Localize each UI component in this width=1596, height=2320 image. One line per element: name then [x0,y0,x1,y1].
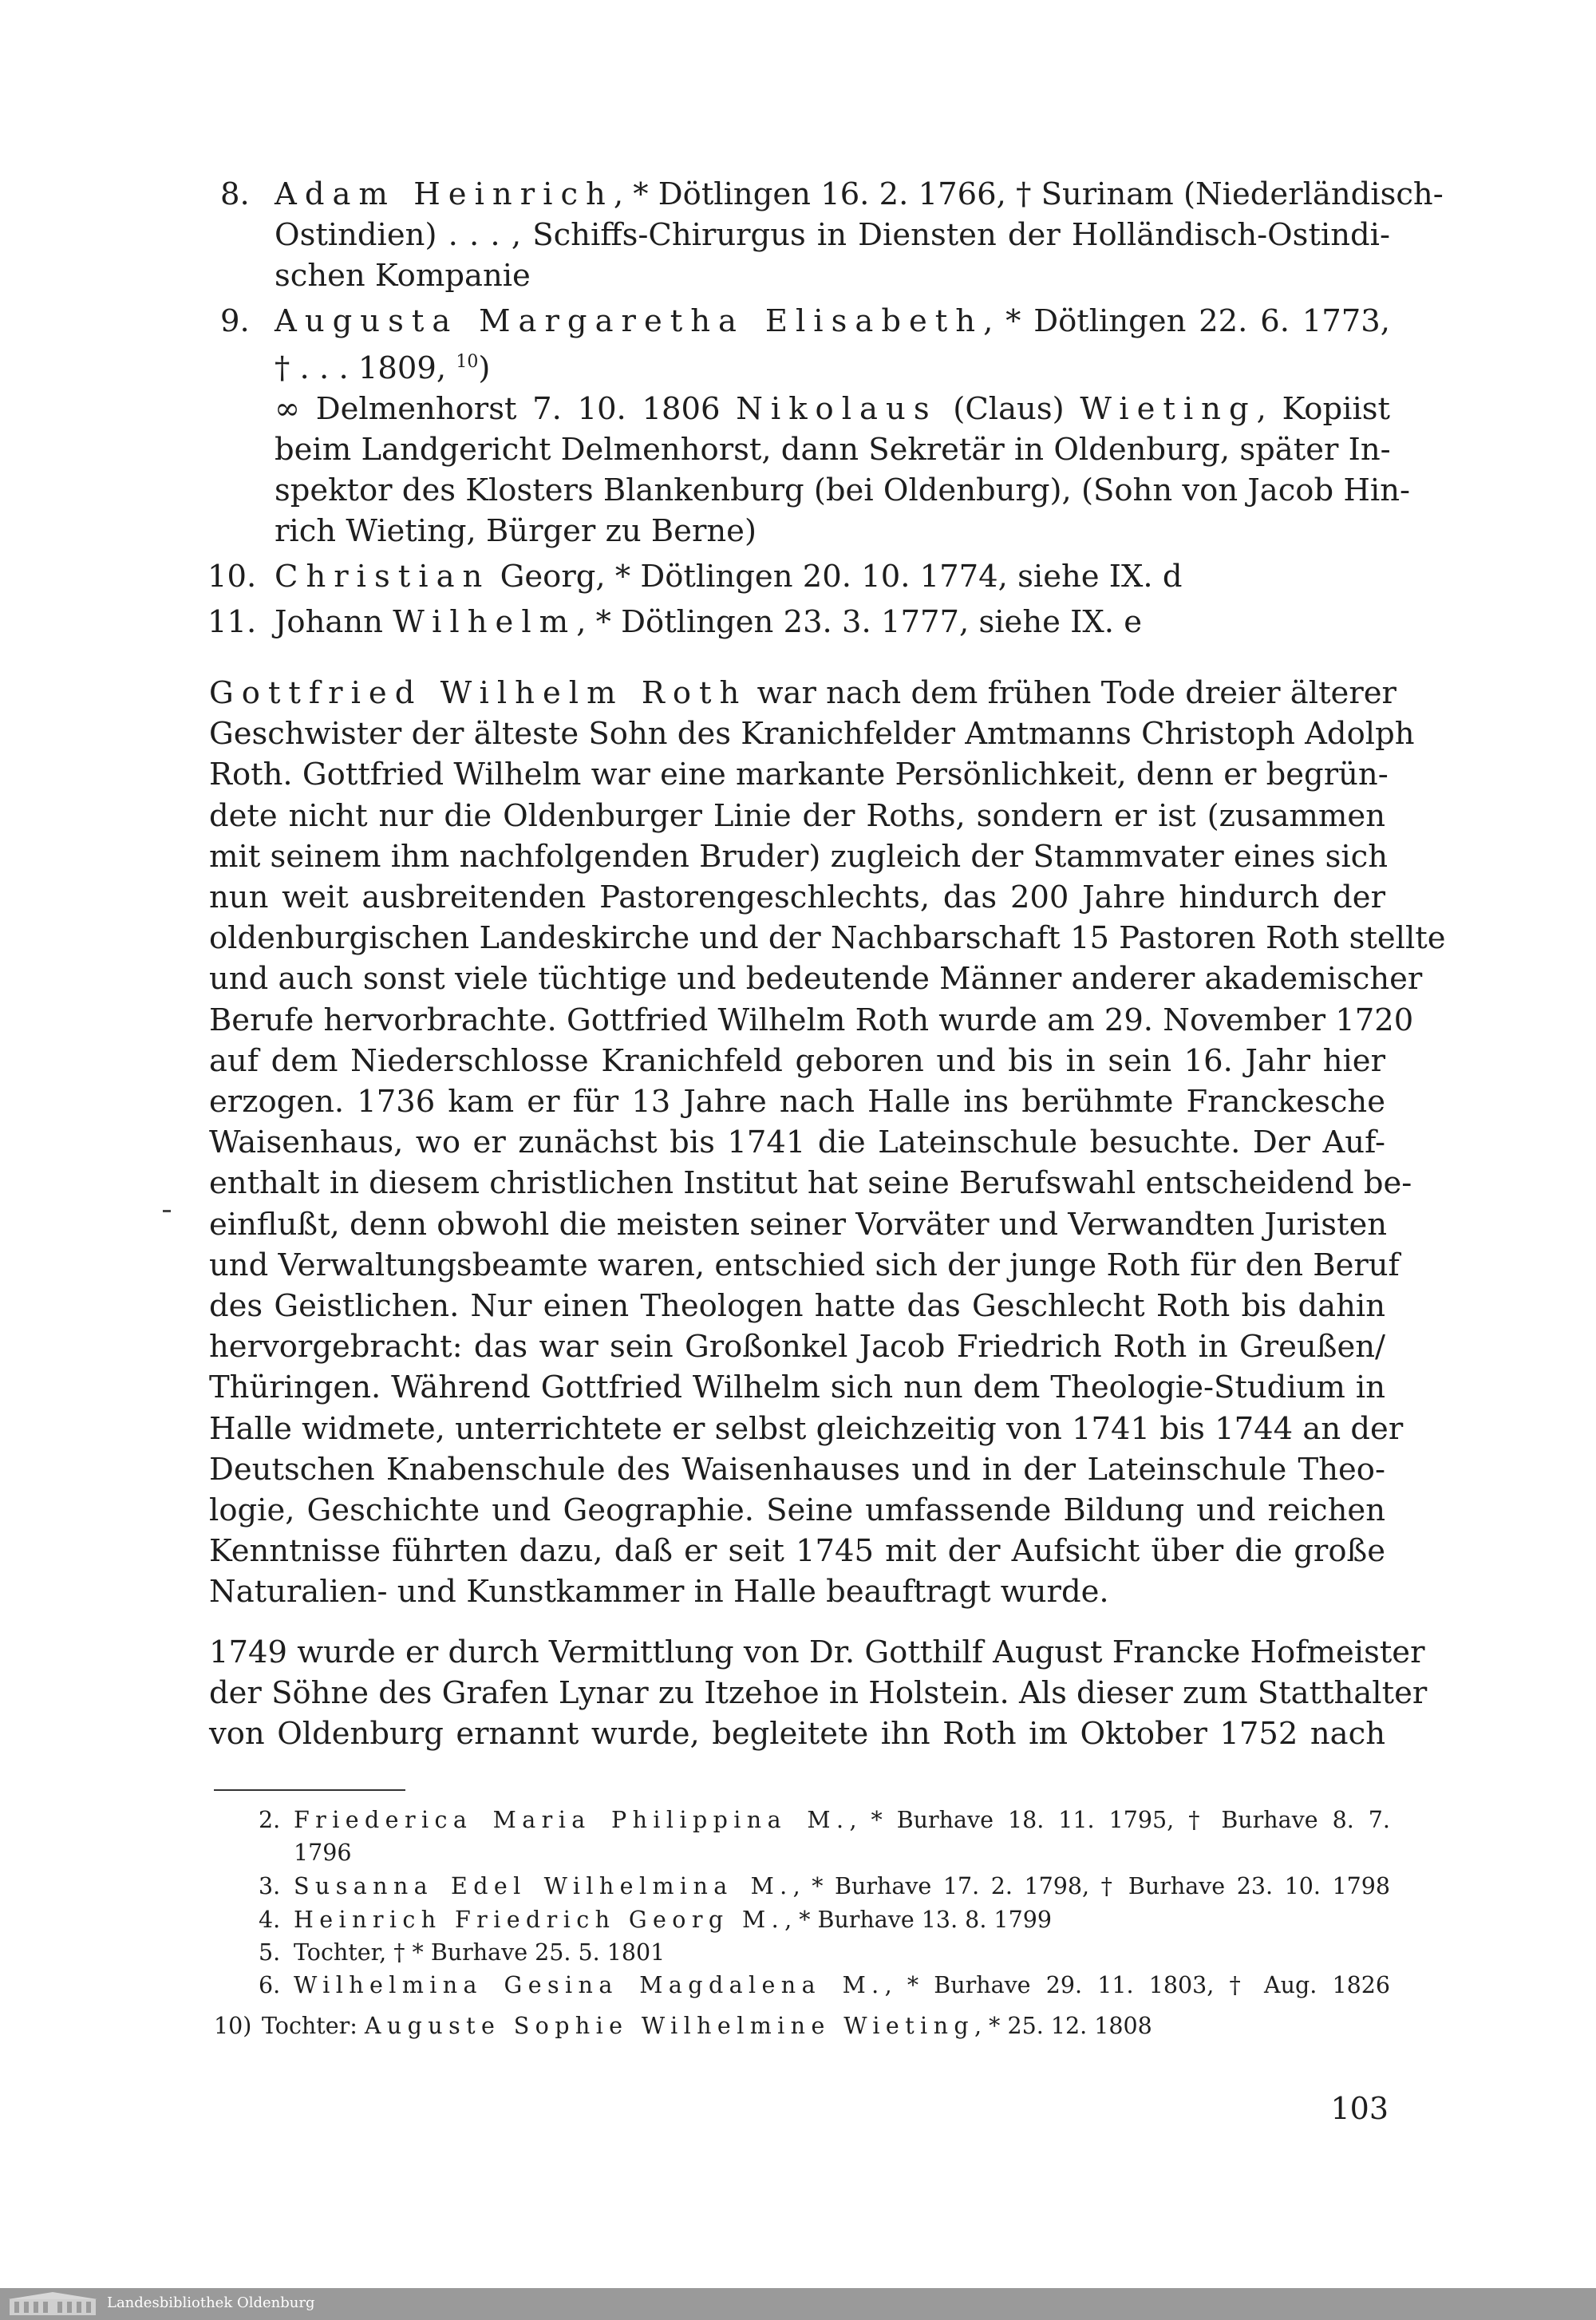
entry-text: , Kopiist [1256,390,1390,427]
footnote-text: Tochter, † * Burhave 25. 5. 1801 [294,1939,666,1966]
paragraph-line: Waisenhaus, wo er zunächst bis 1741 die Lateinschule besuchte. Der Auf- [209,1124,1385,1161]
entry-11 [207,602,1390,642]
entry-line [275,301,1390,342]
footnote-divider [214,1789,405,1791]
paragraph-line: und Verwaltungsbeamte waren, entschied sich der junge Roth für den Beruf [209,1247,1400,1283]
entry-line [275,602,1390,642]
person-name: Wilhelmina Gesina Magdalena M. [294,1972,885,1998]
person-name: Auguste Sophie Wilhelmine Wieting [364,2013,975,2039]
entry-number: 8. [220,176,250,212]
paragraph-line: mit seinem ihm nachfolgenden Bruder) zugleich der Stammvater eines sich [209,838,1389,875]
entry-line: rich Wieting, Bürger zu Berne) [275,512,757,549]
entry-line: spektor des Klosters Blankenburg (bei Oldenburg), (Sohn von Jacob Hin- [275,472,1411,508]
person-name: Gottfried Wilhelm Roth [209,675,748,711]
footnote-number: 2. [259,1807,281,1833]
paragraph-line: und auch sonst viele tüchtige und bedeutende Männer anderer akademischer [209,961,1423,998]
paragraph-line: enthalt in diesem christlichen Institut hat seine Berufswahl entscheidend be- [209,1165,1412,1202]
footnote-number: 4. [259,1907,281,1933]
entry-number: 11. [207,603,257,640]
paragraph-line: logie, Geschichte und Geographie. Seine umfassende Bildung und reichen [209,1492,1385,1529]
entry-line [275,342,1390,389]
paragraph-line: 1749 wurde er durch Vermittlung von Dr. Gotthilf August Francke Hofmeister [209,1634,1425,1670]
person-name: Friederica Maria Philippina M. [294,1807,850,1833]
entry-text: (Claus) [937,390,1080,427]
footnote-ref: 10 [456,352,479,372]
paragraph-line: hervorgebracht: das war sein Großonkel Jacob Friedrich Roth in Greußen/ [209,1329,1385,1366]
paragraph-line: der Söhne des Grafen Lynar zu Itzehoe in Holstein. Als dieser zum Statthalter [209,1675,1428,1712]
genealogy-entries [207,174,1444,647]
entry-text: ) [478,350,491,386]
footnote-number: 5. [259,1939,281,1966]
paragraph-line: Berufe hervorbrachte. Gottfried Wilhelm Roth wurde am 29. November 1720 [209,1002,1414,1038]
entry-number: 9. [220,303,250,339]
person-name: Nikolaus [736,390,938,427]
entry-text: Georg, * Dötlingen 20. 10. 1774, siehe IX. d [490,558,1183,595]
paragraph-line: Kenntnisse führten dazu, daß er seit 1745 mit der Aufsicht über die große [209,1533,1385,1570]
paragraph-line: des Geistlichen. Nur einen Theologen hatte das Geschlecht Roth bis dahin [209,1288,1385,1325]
paragraph-line: Roth. Gottfried Wilhelm war eine markante Persönlichkeit, denn er begrün- [209,757,1389,793]
person-name: Heinrich Friedrich Georg M. [294,1907,785,1933]
footnote-rest: , * Burhave 13. 8. 1799 [784,1907,1052,1933]
person-name: Wieting [1080,390,1257,427]
paragraph-line: Naturalien- und Kunstkammer in Halle beauftragt wurde. [209,1574,1109,1611]
paragraph-text: war nach dem frühen Tode dreier älterer [747,675,1396,711]
footnote-rest: , * Burhave 18. 11. 1795, † Burhave 8. 7. [849,1807,1390,1833]
body-paragraph-1 [209,673,1446,1613]
paragraph-line: von Oldenburg ernannt wurde, begleitete ihn Roth im Oktober 1752 nach [209,1716,1385,1753]
paragraph-line: Thüringen. Während Gottfried Wilhelm sich nun dem Theologie-Studium in [209,1369,1385,1406]
entry-line [275,389,1390,429]
library-building-icon [5,2290,101,2318]
entry-line: schen Kompanie [275,258,531,294]
paragraph-line: Geschwister der älteste Sohn des Kranichfelder Amtmanns Christoph Adolph [209,716,1415,753]
footnote-text [294,1970,1390,2001]
footnote-pre: Tochter: [262,2013,365,2039]
entry-line: Ostindien) . . . , Schiffs-Chirurgus in Diensten der Holländisch-Ostindi- [275,217,1390,253]
entry-line [275,174,1444,215]
paragraph-line: Deutschen Knabenschule des Waisenhauses und in der Lateinschule Theo- [209,1451,1385,1488]
paragraph-line: Halle widmete, unterrichtete er selbst gleichzeitig von 1741 bis 1744 an der [209,1410,1404,1447]
margin-mark [163,1210,171,1212]
footnote-rest: , * Burhave 29. 11. 1803, † Aug. 1826 [884,1972,1391,1998]
footnote-number: 10) [214,2013,252,2039]
entry-text: † . . . 1809, [275,350,447,386]
entry-8 [214,174,1444,296]
footnote-number: 6. [259,1972,281,1998]
footnote-text [294,1871,1390,1902]
entry-text: , * Dötlingen 16. 2. 1766, † Surinam (Niederländisch- [613,176,1444,212]
paragraph-line: erzogen. 1736 kam er für 13 Jahre nach Halle ins berühmte Franckesche [209,1084,1385,1120]
footnote-number: 3. [259,1873,281,1899]
entry-number: 10. [207,558,257,595]
paragraph-line: auf dem Niederschlosse Kranichfeld geboren und bis in sein 16. Jahr hier [209,1042,1385,1079]
entry-text: ∞ Delmenhorst 7. 10. 1806 [275,390,737,427]
person-name: Wilhelm [393,603,577,640]
footnote-rest: , * Burhave 17. 2. 1798, † Burhave 23. 10. 1798 [792,1873,1390,1899]
entry-9 [214,301,1411,551]
body-paragraph-2 [209,1632,1428,1755]
footnote-text [294,1905,1390,1935]
entry-line [275,556,1390,597]
page-number: 103 [1330,2091,1389,2126]
entry-text: , * Dötlingen 22. 6. 1773, [983,303,1391,339]
footnote-text [294,1805,1390,1836]
person-name: Susanna Edel Wilhelmina M. [294,1873,793,1899]
paragraph-line: nun weit ausbreitenden Pastorengeschlechts, das 200 Jahre hindurch der [209,879,1385,916]
entry-line: beim Landgericht Delmenhorst, dann Sekretär in Oldenburg, später In- [275,431,1391,468]
entry-text: Johann [275,603,393,640]
entry-10 [207,556,1390,597]
person-name: Adam Heinrich [275,176,614,212]
footnote-text: 1796 [294,1840,352,1866]
paragraph-line: dete nicht nur die Oldenburger Linie der Roths, sondern er ist (zusammen [209,797,1385,834]
footnote-text [262,2011,1390,2041]
paragraph-line [209,673,1396,713]
paragraph-line: oldenburgischen Landeskirche und der Nachbarschaft 15 Pastoren Roth stellte [209,920,1446,957]
person-name: Augusta Margaretha Elisabeth [275,303,984,339]
paragraph-line: einflußt, denn obwohl die meisten seiner Vorväter und Verwandten Juristen [209,1206,1388,1243]
entry-text: , * Dötlingen 23. 3. 1777, siehe IX. e [576,603,1143,640]
footnote-rest: , * 25. 12. 1808 [974,2013,1152,2039]
person-name: Christian [275,558,491,595]
library-name: Landesbibliothek Oldenburg [107,2294,315,2311]
